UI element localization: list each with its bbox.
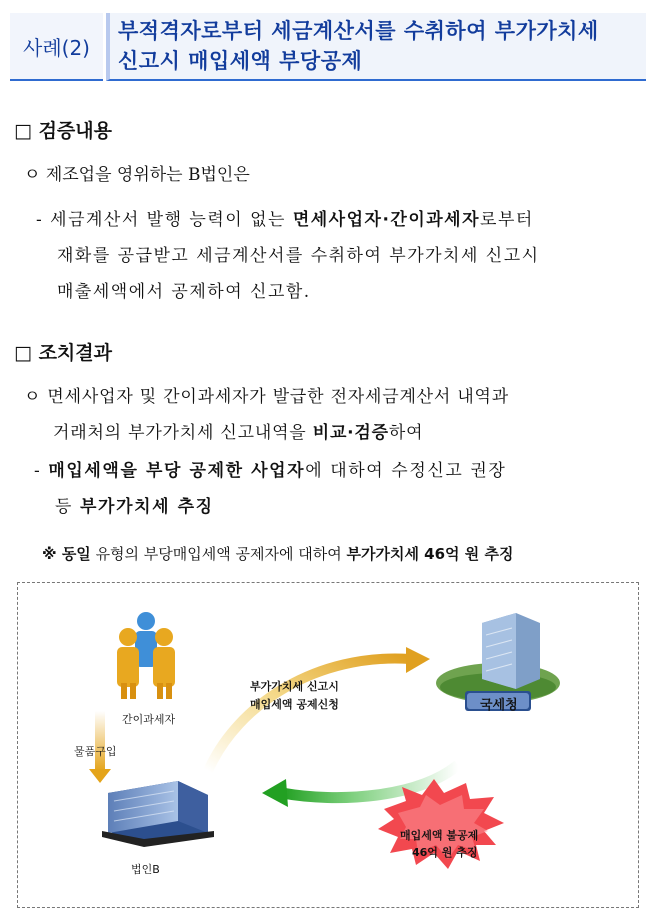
- note-text1: 유형의 부당매입세액 공제자에 대하여: [90, 545, 347, 563]
- note-bold2: 부가가치세 46억 원 추징: [346, 545, 514, 563]
- result-bullet-line1: ㅇ 면세사업자 및 간이과세자가 발급한 전자세금계산서 내역과: [24, 387, 509, 407]
- result-dash-bold: 매입세액을 부당 공제한 사업자: [48, 461, 306, 481]
- label-filing-line1: 부가가치세 신고시: [250, 680, 339, 693]
- label-nts: 국세청: [480, 698, 518, 713]
- verification-dash-line2: 재화를 공급받고 세금계산서를 수취하여 부가가치세 신고시: [57, 246, 540, 266]
- case-header: [10, 13, 646, 81]
- result-dash-line2: [55, 492, 214, 517]
- result-dash-prefix: -: [34, 461, 49, 481]
- note-bold1: 동일: [61, 545, 91, 563]
- verification-dash-prefix: - 세금계산서 발행 능력이 없는: [36, 210, 293, 230]
- case-title-line2: 신고시 매입세액 부당공제: [118, 49, 363, 73]
- section-heading-result: □ 조치결과: [14, 342, 112, 364]
- case-title-line1: 부적격자로부터 세금계산서를 수취하여 부가가치세: [118, 19, 599, 43]
- section-heading-verification: □ 검증내용: [14, 120, 112, 142]
- case-title: [106, 13, 646, 81]
- result-bullet-prefix: 거래처의 부가가치세 신고내역을: [53, 423, 313, 443]
- label-deny-line1: 매입세액 불공제: [400, 829, 479, 842]
- note-mark: ※: [42, 545, 62, 563]
- case-label: 사례(2): [10, 13, 103, 81]
- result-dash-suffix: 에 대하여 수정신고 권장: [305, 461, 507, 481]
- result-bullet-suffix: 하여: [388, 423, 424, 443]
- verification-bullet: ㅇ 제조업을 영위하는 B법인은: [24, 165, 250, 185]
- label-corp-b: 법인B: [131, 863, 160, 876]
- office-building-icon: [102, 781, 214, 847]
- result-bullet-line2: [53, 418, 423, 443]
- label-simple-taxpayer: 간이과세자: [122, 713, 176, 726]
- verification-dash-line3: 매출세액에서 공제하여 신고함.: [57, 282, 311, 302]
- result-dash-line2-prefix: 등: [55, 497, 81, 517]
- result-dash-line1: [34, 456, 506, 481]
- verification-dash-line1: [36, 205, 534, 230]
- label-filing-line2: 매입세액 공제신청: [250, 698, 339, 711]
- result-dash-line2-bold: 부가가치세 추징: [80, 497, 214, 517]
- people-icon: [117, 612, 175, 699]
- result-bullet-bold: 비교·검증: [312, 423, 389, 443]
- flow-diagram: [17, 582, 639, 908]
- note-line: [42, 543, 513, 564]
- verification-dash-suffix: 로부터: [480, 210, 534, 230]
- label-deny-line2: 46억 원 추징: [412, 846, 478, 859]
- label-purchase: 물품구입: [74, 745, 117, 758]
- verification-dash-bold: 면세사업자·간이과세자: [292, 210, 481, 230]
